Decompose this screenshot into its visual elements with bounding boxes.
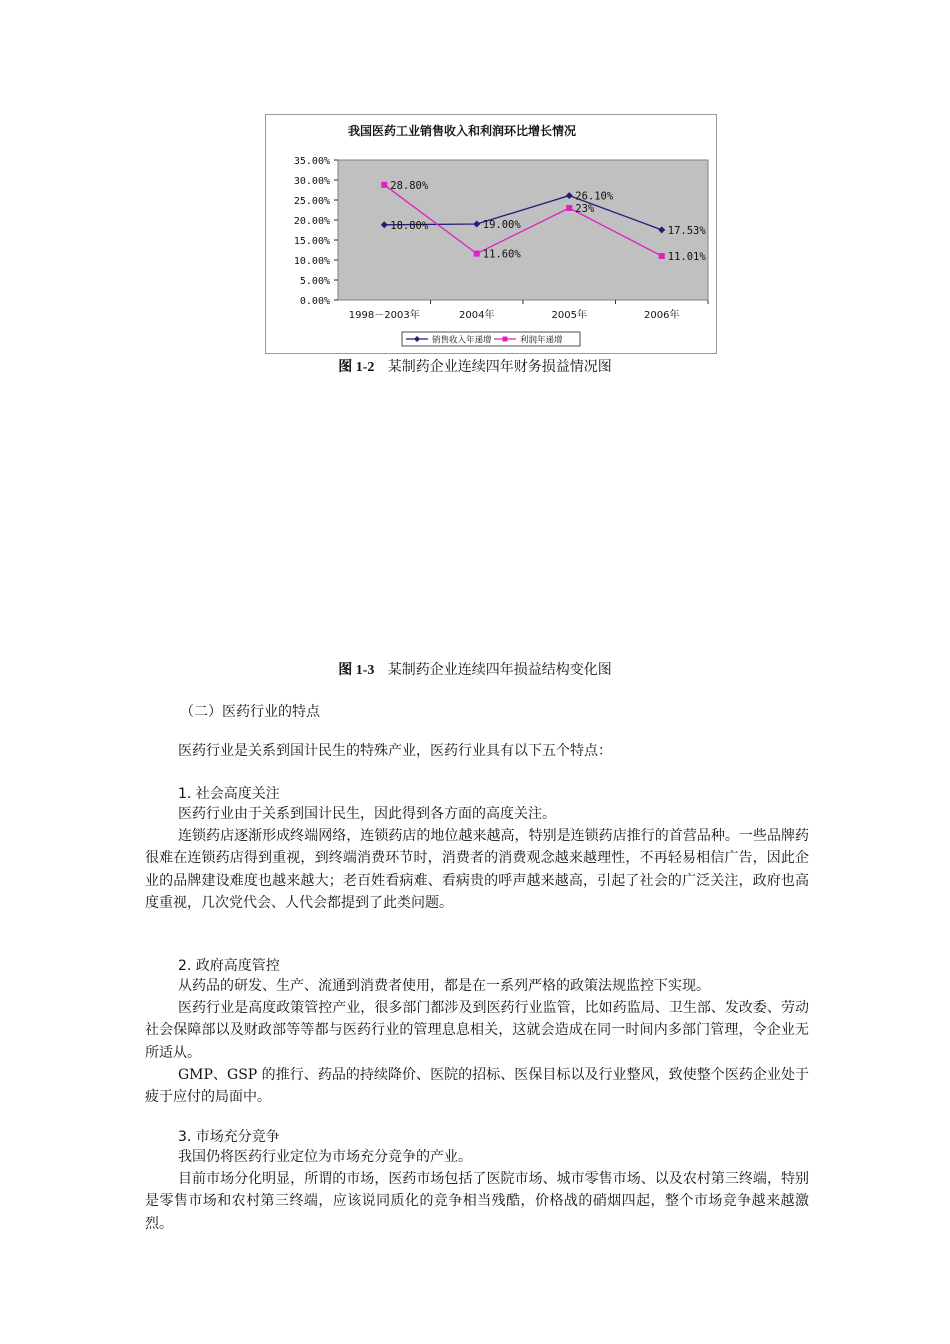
data-label: 28.80% xyxy=(390,179,429,192)
data-label: 23% xyxy=(575,203,595,215)
data-label: 17.53% xyxy=(667,224,706,237)
data-label: 26.10% xyxy=(575,190,614,203)
x-tick-label: 1998－2003年 xyxy=(348,310,420,321)
paragraph: 医药行业是高度政策管控产业，很多部门都涉及到医药行业监管，比如药监局、卫生部、发改委、劳动社会保障部以及财政部等等都与医药行业的管理息息相关，这就会造成在同一时间内多部门管理，令企业无所适从。 xyxy=(145,1000,809,1061)
legend-label: 利润年递增 xyxy=(520,335,563,346)
data-label: 19.00% xyxy=(482,219,521,231)
y-axis xyxy=(294,156,338,307)
figure-number: 图 1-2 xyxy=(338,360,375,375)
legend-label: 销售收入年递增 xyxy=(432,335,492,346)
growth-line-chart xyxy=(265,114,717,354)
paragraph: 从药品的研发、生产、流通到消费者使用，都是在一系列严格的政策法规监控下实现。 xyxy=(178,978,710,994)
figure-number: 图 1-3 xyxy=(338,663,375,678)
x-tick-label: 2006年 xyxy=(644,310,680,321)
y-tick-label: 35.00% xyxy=(293,156,330,167)
y-tick-label: 5.00% xyxy=(299,276,330,287)
figure-1-2-caption xyxy=(0,358,950,377)
item-heading: 1. 社会高度关注 xyxy=(178,786,280,802)
figure-title: 某制药企业连续四年损益结构变化图 xyxy=(387,662,612,678)
figure-title: 某制药企业连续四年财务损益情况图 xyxy=(387,359,612,375)
data-label: 11.60% xyxy=(482,248,521,261)
y-tick-label: 15.00% xyxy=(293,236,330,247)
paragraph: 目前市场分化明显，所谓的市场，医药市场包括了医院市场、城市零售市场、以及农村第三终端，特别是零售市场和农村第三终端，应该说同质化的竞争相当残酷，价格战的硝烟四起，整个市场竞争越来越激烈。 xyxy=(145,1171,809,1232)
y-tick-label: 0.00% xyxy=(299,296,330,307)
section-title: （二）医药行业的特点 xyxy=(180,704,320,720)
data-point xyxy=(566,205,572,211)
x-tick-label: 2005年 xyxy=(551,310,587,321)
chart-canvas xyxy=(266,115,716,353)
paragraph: 我国仍将医药行业定位为市场充分竞争的产业。 xyxy=(178,1149,472,1165)
y-tick-label: 10.00% xyxy=(293,256,330,267)
item-heading: 2. 政府高度管控 xyxy=(178,958,280,974)
section-intro: 医药行业是关系到国计民生的特殊产业，医药行业具有以下五个特点： xyxy=(178,743,612,759)
legend-marker xyxy=(503,337,508,342)
y-tick-label: 20.00% xyxy=(293,216,330,227)
x-tick-label: 2004年 xyxy=(459,310,495,321)
chart-legend xyxy=(402,332,580,346)
chart-title: 我国医药工业销售收入和利润环比增长情况 xyxy=(348,124,577,138)
data-label: 18.80% xyxy=(390,219,429,232)
x-axis xyxy=(349,300,708,321)
paragraph: GMP、GSP 的推行、药品的持续降价、医院的招标、医保目标以及行业整风，致使整个医药企业处于疲于应付的局面中。 xyxy=(145,1067,809,1106)
figure-1-3-caption xyxy=(0,661,950,680)
paragraph: 连锁药店逐渐形成终端网络，连锁药店的地位越来越高，特别是连锁药店推行的首营品种。一些品牌药很难在连锁药店得到重视，到终端消费环节时，消费者的消费观念越来越理性，不再轻易相信广告，因此企业的品牌建设难度也越来越大；老百姓看病难、看病贵的呼声越来越高，引起了社会的广泛关注，政府也高度重视，几次党代会、人代会都提到了此类问题。 xyxy=(145,828,809,912)
item-heading: 3. 市场充分竞争 xyxy=(178,1129,280,1145)
y-tick-label: 30.00% xyxy=(293,176,330,187)
paragraph: 医药行业由于关系到国计民生，因此得到各方面的高度关注。 xyxy=(178,806,556,822)
data-point xyxy=(381,182,387,188)
data-point xyxy=(659,253,665,259)
data-label: 11.01% xyxy=(667,250,706,263)
y-tick-label: 25.00% xyxy=(293,196,330,207)
data-point xyxy=(474,251,480,257)
